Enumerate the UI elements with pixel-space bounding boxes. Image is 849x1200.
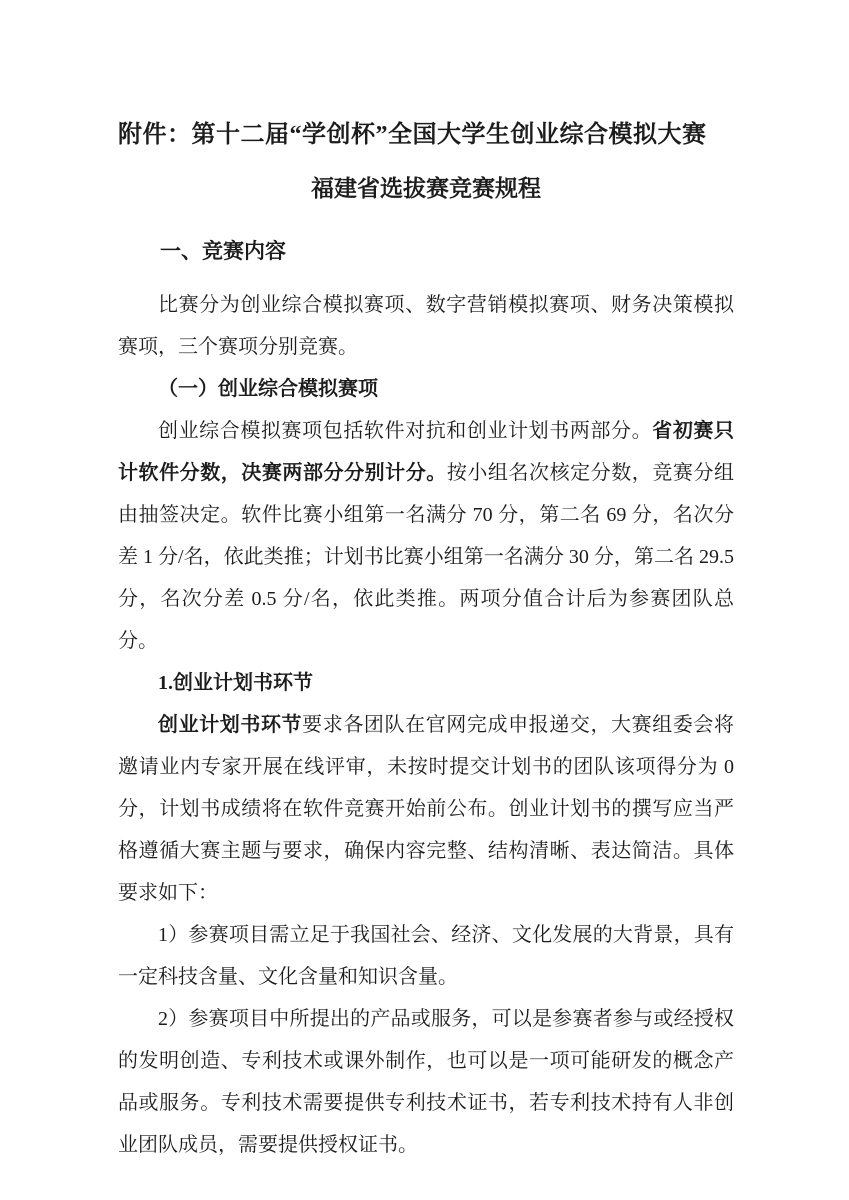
text-run: 比赛分为创业综合模拟赛项、数字营销模拟赛项、财务决策模拟赛项，三个赛项分别竞赛。: [118, 294, 734, 358]
paragraph: [118, 998, 734, 1166]
document-content: [118, 120, 734, 1166]
text-run: 按小组名次核定分数，竞赛分组由抽签决定。软件比赛小组第一名满分 70 分，第二名 69 分，名次分差 1 分/名，依此类推；计划书比赛小组第一名满分 30 分，第二名 29.5 分，名次分差 0.5 分/名，依此类推。两项分值合计后为参赛团队总分。: [118, 462, 735, 652]
subsection-heading-text: （一）创业综合模拟赛项: [158, 378, 378, 400]
paragraph: [118, 704, 734, 914]
text-run: 创业综合模拟赛项包括软件对抗和创业计划书两部分。: [158, 420, 653, 442]
text-run-bold: 创业计划书环节: [158, 714, 303, 736]
document-title-line2: 福建省选拔赛竞赛规程: [311, 176, 541, 201]
text-run-bold: 省初赛只计软件分数，决赛两部分分别计分。: [118, 420, 735, 484]
text-run: 要求各团队在官网完成申报递交，大赛组委会将邀请业内专家开展在线评审，未按时提交计划书的团队该项得分为 0 分，计划书成绩将在软件竞赛开始前公布。创业计划书的撰写应当严格遵循大赛主题与要求，确保内容完整、结构清晰、表达简洁。具体要求如下：: [118, 714, 735, 904]
document-body: [118, 284, 734, 1166]
text-run: 1）参赛项目需立足于我国社会、经济、文化发展的大背景，具有一定科技含量、文化含量和知识含量。: [118, 924, 734, 988]
paragraph: [118, 284, 734, 368]
paragraph: [118, 914, 734, 998]
section-heading: 一、竞赛内容: [160, 239, 286, 263]
subsection-heading: [118, 662, 734, 704]
document-title-line1: 附件：第十二届“学创杯”全国大学生创业综合模拟大赛: [118, 122, 707, 148]
paragraph: [118, 410, 734, 662]
subsection-heading: [118, 368, 734, 410]
text-run: 2）参赛项目中所提出的产品或服务，可以是参赛者参与或经授权的发明创造、专利技术或课外制作，也可以是一项可能研发的概念产品或服务。专利技术需要提供专利技术证书，若专利技术持有人非创业团队成员，需要提供授权证书。: [118, 1008, 734, 1156]
subsection-heading-text: 1.创业计划书环节: [158, 672, 313, 694]
